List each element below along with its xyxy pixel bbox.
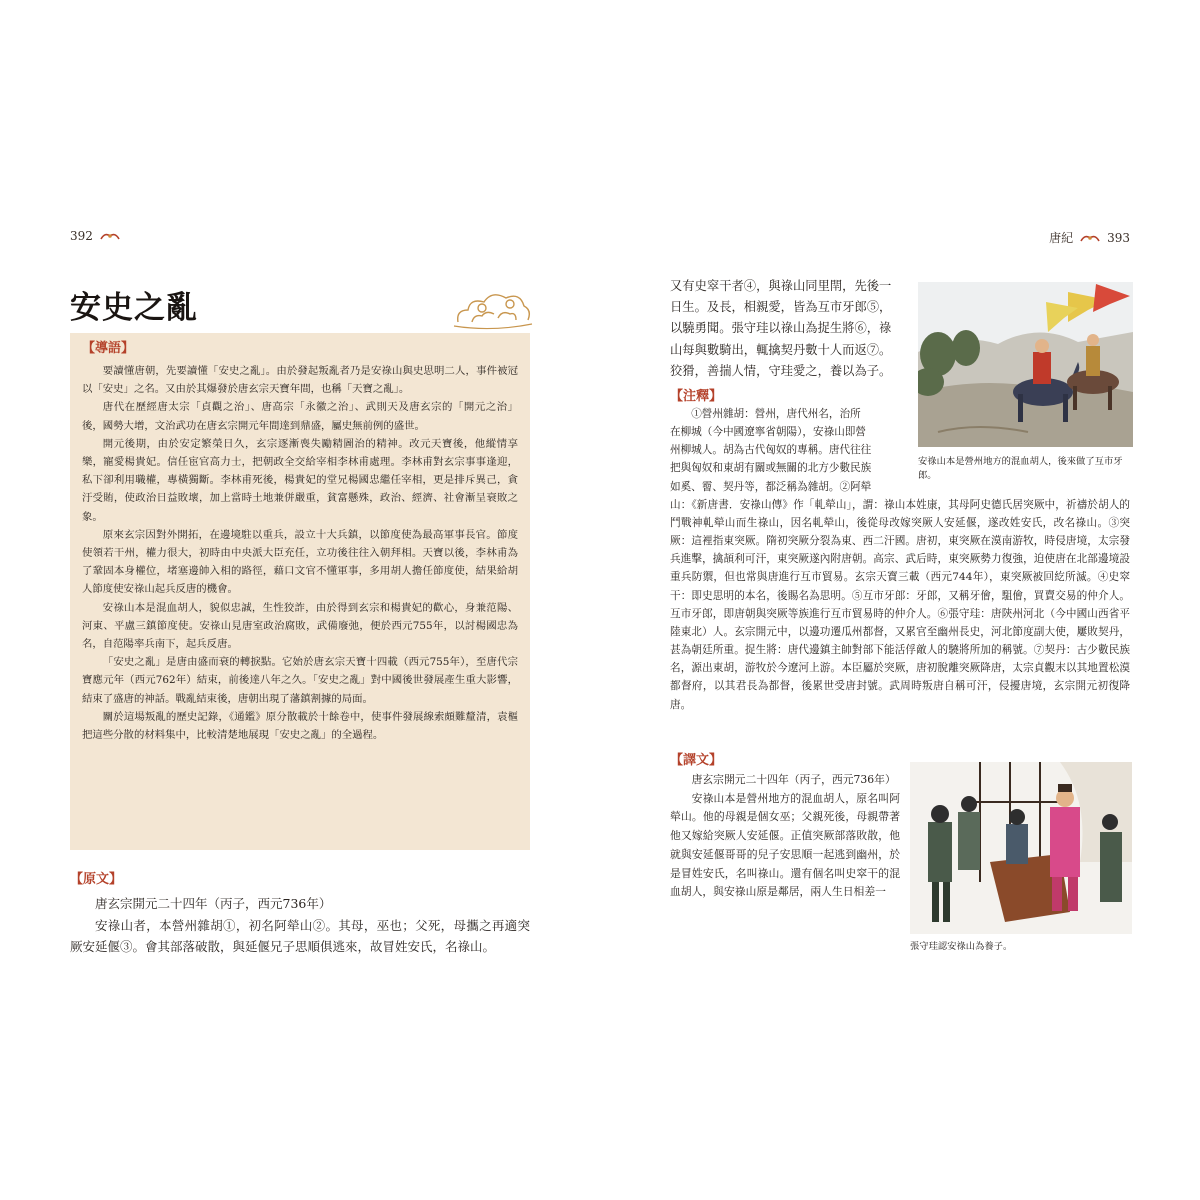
illustration-caption: 張守珪認安祿山為養子。 — [910, 941, 1013, 952]
ornament-icon — [99, 230, 121, 242]
illustration-caption: 安祿山本是營州地方的混血胡人，後來做了互市牙郎。 — [918, 456, 1123, 481]
illustration-adoption-scene — [910, 762, 1132, 934]
notes-body: 山：《新唐書．安祿山傳》作「軋犖山」，謂：祿山本姓康，其母阿史德氏居突厥中，祈禱於胡人的鬥戰神軋犖山而生祿山，因名軋犖山，後從母改嫁突厥人安延偃，遂改姓安氏，改名祿山。③突厥：這裡指東突厥。隋初突厥分裂為東、西二汗國。唐初，東突厥在漠南游牧，時侵唐境，太宗發兵進擊，擒頡利可汗，東突厥遂內附唐朝。高宗、武后時，東突厥勢力復強，迫使唐在北部邊境設重兵防禦，但也常與唐進行互市貿易。玄宗天寶三載（西元744年），東突厥被回紇所滅。④史窣干：即史思明的本名，後賜名為思明。⑤互市牙郎：牙郎，又稱牙儈，駔儈，買賣交易的仲介人。互市牙郎，即唐朝與突厥等族進行互市貿易時的仲介人。⑥張守珪：唐陝州河北（今中國山西省平陸東北）人。玄宗開元中，以邊功遷瓜州都督，又累官至幽州長史，河北節度副大使，屢敗契丹，甚為朝廷所重。捉生將：唐代邊鎮主帥對部下能活俘敵人的驍將所加的稱號。⑦契丹：古少數民族名，源出東胡，游牧於今遼河上游。本臣屬於突厥，唐初脫離突厥降唐，太宗貞觀末以其地置松漠都督府，以其君長為都督，後累世受唐封號。武周時叛唐自稱可汗，侵擾唐境，玄宗開元初復降唐。 — [670, 498, 1130, 711]
notes-heading: 【注釋】 — [670, 389, 723, 404]
left-folio — [70, 229, 121, 243]
notes-narrow-column — [670, 405, 910, 496]
continuation-line: 日生。及長，相親愛，皆為互市牙郎⑤， — [670, 300, 892, 315]
continuation-line: 狡猾，善揣人情，守珪愛之，養以為子。 — [670, 363, 892, 378]
intro-paragraph: 關於這場叛亂的歷史記錄，《通鑑》原分散載於十餘卷中，使事件發展線索頗難釐清，袁樞把這些分散的材料集中，比較清楚地展現「安史之亂」的全過程。 — [82, 710, 518, 742]
original-paragraph: 唐玄宗開元二十四年（丙子，西元736年） — [95, 896, 332, 911]
intro-paragraph: 安祿山本是混血胡人，貌似忠誠，生性狡詐，由於得到玄宗和楊貴妃的歡心，身兼范陽、河東、平盧三鎮節度使。安祿山見唐室政治腐敗，武備廢弛，便於西元755年，以討楊國忠為名，自范陽率兵南下，起兵反唐。 — [82, 601, 518, 651]
note-line: 如奚、霫、契丹等，都泛稱為雜胡。②阿犖 — [670, 480, 872, 493]
continuation-line: 山每與數騎出，輒擒契丹數十人而返⑦。 — [670, 342, 892, 357]
intro-paragraph: 「安史之亂」是唐由盛而衰的轉捩點。它始於唐玄宗天寶十四載（西元755年），至唐代宗寶應元年（西元762年）結束，前後達八年之久。「安史之亂」對中國後世發展產生重大影響，結束了盛唐的神話。戰亂結束後，唐朝出現了藩鎮割據的局面。 — [82, 656, 518, 705]
intro-heading: 【導語】 — [82, 341, 135, 356]
note-line: 州柳城人。胡為古代匈奴的專稱。唐代往往 — [670, 444, 872, 457]
note-line: ①營州雜胡：營州，唐代州名，治所 — [691, 408, 861, 420]
intro-paragraph: 開元後期，由於安定繁榮日久，玄宗逐漸喪失勵精圖治的精神。改元天寶後，他縱情享樂，寵愛楊貴妃。信任宦官高力士，把朝政全交給宰相李林甫處理。李林甫對玄宗事事逢迎，私下卻利用職權，專橫獨斷。李林甫死後，楊貴妃的堂兄楊國忠繼任宰相，更是排斥異己，貪汙受賄，使政治日益敗壞，加上當時土地兼併嚴重，貧富懸殊，政治、經濟、社會漸呈衰敗之象。 — [82, 437, 518, 523]
original-continuation — [670, 276, 910, 382]
continuation-line: 以驍勇聞。張守珪以祿山為捉生將⑥，祿 — [670, 321, 892, 336]
translation-paragraph: 安祿山本是營州地方的混血胡人，原名叫阿犖山。他的母親是個女巫；父親死後，母親帶著他又嫁給突厥人安延偃。正值突厥部落敗散，他就與安延偃哥哥的兒子安思順一起逃到幽州，於是冒姓安氏，名叫祿山。還有個名叫史窣干的混血胡人，與安祿山原是鄰居，兩人生日相差一 — [670, 791, 900, 899]
running-head: 唐紀 — [1049, 231, 1074, 245]
intro-paragraph: 原來玄宗因對外開拓，在邊境駐以重兵，設立十大兵鎮，以節度使為最高軍事長官。節度使領若干州，權力很大，初時由中央派大臣充任，立功後往往入朝拜相。天寶以後，李林甫為了鞏固本身權位，堵塞邊帥入相的路徑，藉口文官不懂軍事，多用胡人擔任節度使，結果給胡人節度使安祿山起兵反唐的機會。 — [82, 528, 518, 596]
translation-heading: 【譯文】 — [670, 753, 723, 768]
translation-paragraph: 唐玄宗開元二十四年（丙子，西元736年） — [691, 773, 896, 786]
intro-box — [70, 333, 530, 850]
note-line: 在柳城（今中國遼寧省朝陽），安祿山即營 — [670, 426, 866, 439]
translation-section — [670, 771, 900, 902]
chapter-title: 安史之亂 — [70, 290, 198, 326]
original-text-section — [70, 871, 530, 958]
right-page — [600, 0, 1200, 1200]
original-heading: 【原文】 — [70, 872, 123, 887]
notes-section — [670, 405, 1130, 714]
ornament-icon — [1079, 232, 1101, 244]
intro-paragraph: 要讀懂唐朝，先要讀懂「安史之亂」。由於發起叛亂者乃是安祿山與史思明二人，事件被冠以「安史」之名。又由於其爆發於唐玄宗天寶年間，也稱「天寶之亂」。 — [82, 365, 518, 396]
right-folio — [1049, 229, 1130, 246]
cloud-ornament-icon — [452, 282, 534, 332]
intro-paragraph: 唐代在歷經唐太宗「貞觀之治」、唐高宗「永徽之治」、武則天及唐玄宗的「開元之治」後，國勢大增，文治武功在唐玄宗開元年間達到鼎盛，屬史無前例的盛世。 — [82, 401, 518, 432]
note-line: 把與匈奴和東胡有關或無關的北方少數民族 — [670, 462, 872, 475]
original-paragraph: 安祿山者，本營州雜胡①，初名阿犖山②。其母，巫也；父死，母攜之再適突厥安延偃③。會其部落破散，與延偃兄子思順俱逃來，故冒姓安氏，名祿山。 — [70, 917, 530, 954]
page-number-left: 392 — [70, 229, 93, 243]
continuation-line: 又有史窣干者④，與祿山同里閈，先後一 — [670, 279, 892, 293]
page-number-right: 393 — [1107, 230, 1130, 245]
